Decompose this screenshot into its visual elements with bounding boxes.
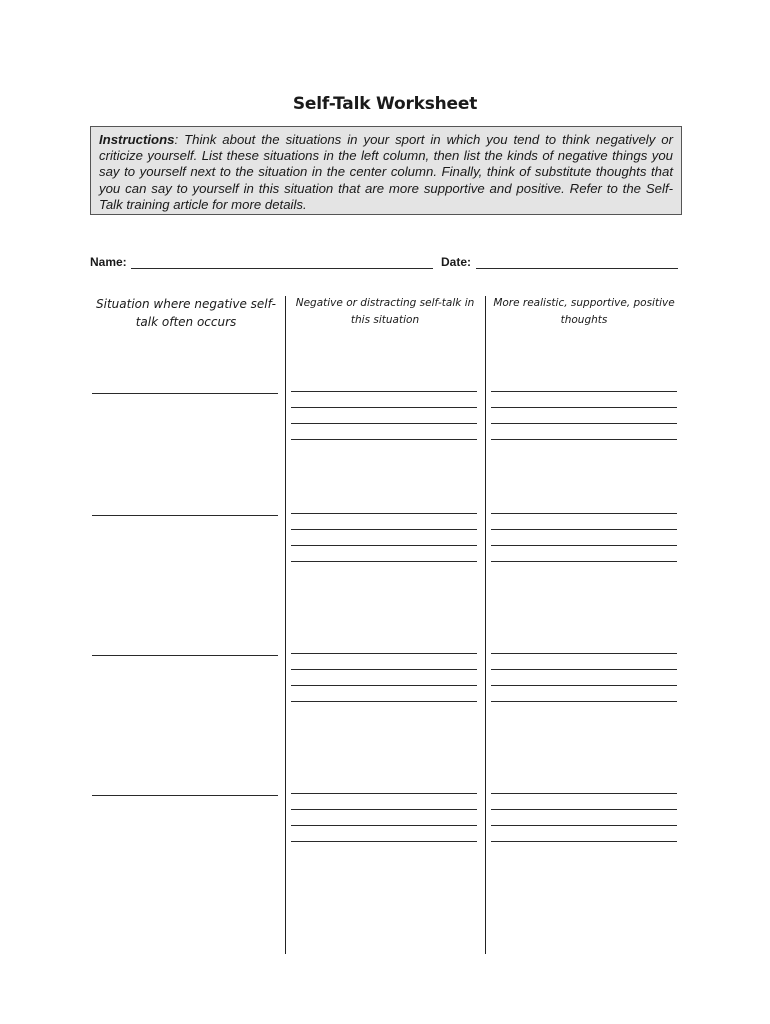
positive-entry-line[interactable] — [491, 561, 677, 562]
situation-entry-line[interactable] — [92, 515, 278, 516]
negative-entry-line[interactable] — [291, 669, 477, 670]
negative-entry-line[interactable] — [291, 391, 477, 392]
positive-entry-line[interactable] — [491, 701, 677, 702]
name-label: Name: — [90, 255, 127, 269]
page-title: Self-Talk Worksheet — [292, 94, 478, 114]
negative-entry-line[interactable] — [291, 793, 477, 794]
positive-entry-line[interactable] — [491, 793, 677, 794]
column-header-situation: Situation where negative self-talk often occurs — [96, 297, 276, 329]
name-field[interactable] — [131, 268, 433, 269]
date-label: Date: — [441, 255, 472, 269]
instructions-box — [90, 126, 682, 215]
positive-entry-line[interactable] — [491, 423, 677, 424]
column-divider-left — [285, 296, 286, 954]
column-header-negative: Negative or distracting self-talk in this situation — [295, 297, 475, 326]
negative-entry-line[interactable] — [291, 809, 477, 810]
positive-entry-line[interactable] — [491, 669, 677, 670]
situation-entry-line[interactable] — [92, 655, 278, 656]
negative-entry-line[interactable] — [291, 423, 477, 424]
negative-entry-line[interactable] — [291, 529, 477, 530]
positive-entry-line[interactable] — [491, 653, 677, 654]
negative-entry-line[interactable] — [291, 561, 477, 562]
negative-entry-line[interactable] — [291, 545, 477, 546]
instructions-label: Instructions — [99, 132, 175, 147]
situation-entry-line[interactable] — [92, 393, 278, 394]
negative-entry-line[interactable] — [291, 701, 477, 702]
negative-entry-line[interactable] — [291, 439, 477, 440]
negative-entry-line[interactable] — [291, 841, 477, 842]
positive-entry-line[interactable] — [491, 545, 677, 546]
positive-entry-line[interactable] — [491, 685, 677, 686]
negative-entry-line[interactable] — [291, 685, 477, 686]
positive-entry-line[interactable] — [491, 391, 677, 392]
negative-entry-line[interactable] — [291, 653, 477, 654]
column-header-positive: More realistic, supportive, positive thoughts — [493, 297, 675, 326]
positive-entry-line[interactable] — [491, 529, 677, 530]
instructions-text: : Think about the situations in your sport in which you tend to think negatively or criticize yourself. List these situations in the left column, then list the kinds of negative things you say to yourself next to the situation in the center column. Finally, think of substitute thoughts that you can say to yourself in this situation that are more supportive and positive. Refer to the Self-Talk training article for more details. — [99, 132, 673, 212]
positive-entry-line[interactable] — [491, 841, 677, 842]
situation-entry-line[interactable] — [92, 795, 278, 796]
positive-entry-line[interactable] — [491, 809, 677, 810]
column-divider-right — [485, 296, 486, 954]
positive-entry-line[interactable] — [491, 513, 677, 514]
positive-entry-line[interactable] — [491, 439, 677, 440]
negative-entry-line[interactable] — [291, 825, 477, 826]
negative-entry-line[interactable] — [291, 407, 477, 408]
negative-entry-line[interactable] — [291, 513, 477, 514]
date-field[interactable] — [476, 268, 678, 269]
positive-entry-line[interactable] — [491, 407, 677, 408]
positive-entry-line[interactable] — [491, 825, 677, 826]
